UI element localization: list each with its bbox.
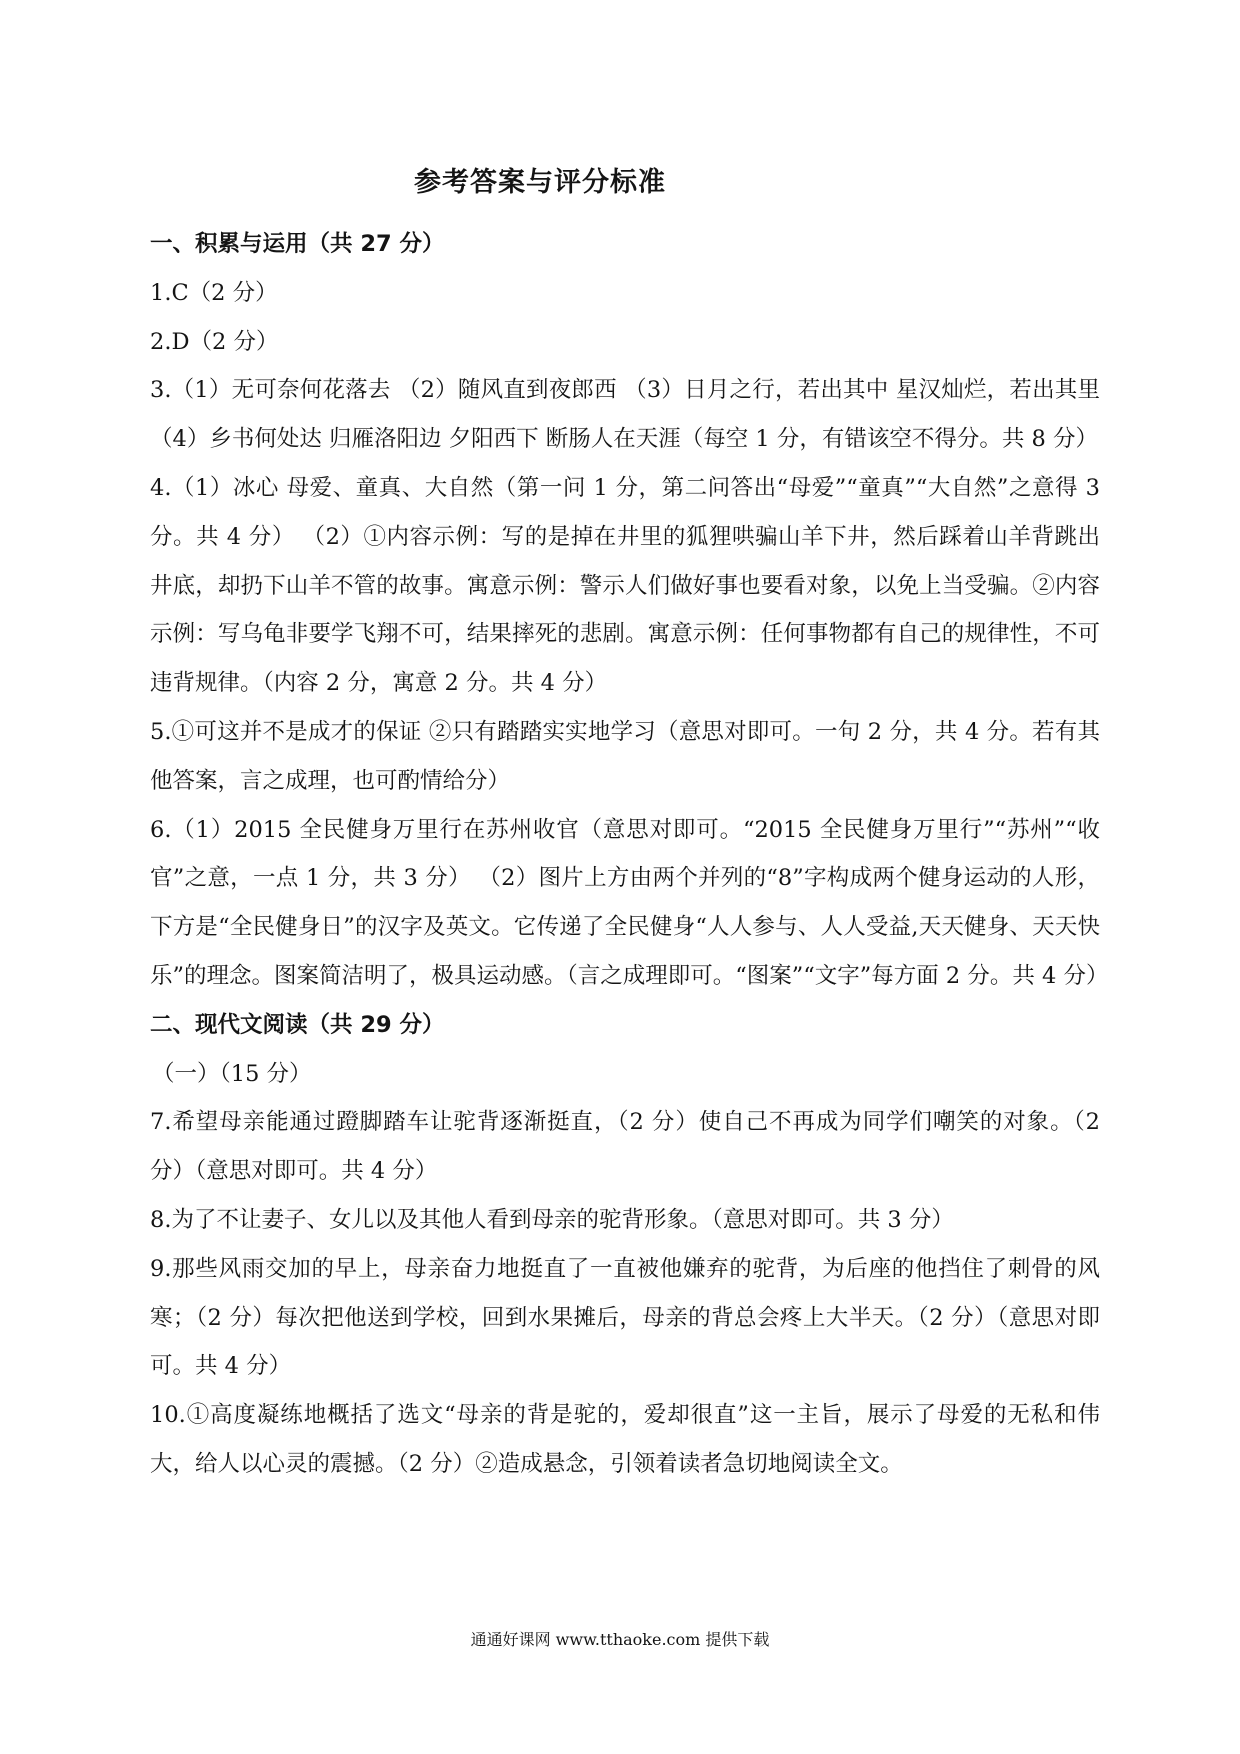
- answer-item-10: 10.①高度凝练地概括了选文“母亲的背是驼的，爱却很直”这一主旨，展示了母爱的无私和伟大，给人以心灵的震撼。（2 分）②造成悬念，引领着读者急切地阅读全文。: [150, 1402, 1100, 1477]
- subsection-heading-one: （一）（15 分）: [152, 1060, 312, 1087]
- answer-item-4: 4.（1）冰心 母爱、童真、大自然（第一问 1 分，第二问答出“母爱”“童真”“大自然”之意得 3 分。共 4 分） （2）①内容示例：写的是掉在井里的狐狸哄骗山羊下井，然后踩着山羊背跳出井底，却扔下山羊不管的故事。寓意示例：警示人们做好事也要看对象，以免上当受骗。②内容示例：写乌龟非要学飞翔不可，结果摔死的悲剧。寓意示例：任何事物都有自己的规律性，不可违背规律。（内容 2 分，寓意 2 分。共 4 分）: [150, 474, 1100, 697]
- answer-item-2: 2.D（2 分）: [150, 328, 279, 355]
- answer-item-5: 5.①可这并不是成才的保证 ②只有踏踏实实地学习（意思对即可。一句 2 分，共 4 分。若有其他答案，言之成理，也可酌情给分）: [150, 718, 1100, 794]
- answer-item-6: 6.（1）2015 全民健身万里行在苏州收官（意思对即可。“2015 全民健身万里行”“苏州”“收官”之意，一点 1 分，共 3 分） （2）图片上方由两个并列的“8”字构成两个健身运动的人形，下方是“全民健身日”的汉字及英文。它传递了全民健身“人人参与、人人受益,天天健身、天天快乐”的理念。图案简洁明了，极具运动感。（言之成理即可。“图案”“文字”每方面 2 分。共 4 分）: [150, 816, 1109, 989]
- section-heading-modern-reading: 二、现代文阅读（共 29 分）: [150, 1011, 445, 1038]
- answer-item-7: 7.希望母亲能通过蹬脚踏车让驼背逐渐挺直，（2 分）使自己不再成为同学们嘲笑的对象。（2 分）（意思对即可。共 4 分）: [150, 1109, 1100, 1185]
- section-heading-accumulation: 一、积累与运用（共 27 分）: [150, 231, 445, 257]
- answer-item-9: 9.那些风雨交加的早上，母亲奋力地挺直了一直被他嫌弃的驼背，为后座的他挡住了刺骨的风寒；（2 分）每次把他送到学校，回到水果摊后，母亲的背总会疼上大半天。（2 分）（意思对即可。共 4 分）: [150, 1255, 1100, 1380]
- page-footer: 通通好课网 www.tthaoke.com 提供下载: [470, 1630, 770, 1649]
- document-body: [150, 220, 1109, 1489]
- document-title: 参考答案与评分标准: [414, 167, 666, 198]
- answer-item-1: 1.C（2 分）: [150, 279, 278, 306]
- answer-item-3: 3.（1）无可奈何花落去 （2）随风直到夜郎西 （3）日月之行，若出其中 星汉灿烂，若出其里 （4）乡书何处达 归雁洛阳边 夕阳西下 断肠人在天涯（每空 1 分，有错该空不得分。共 8 分）: [150, 377, 1100, 453]
- answer-item-8: 8.为了不让妻子、女儿以及其他人看到母亲的驼背形象。（意思对即可。共 3 分）: [150, 1206, 954, 1233]
